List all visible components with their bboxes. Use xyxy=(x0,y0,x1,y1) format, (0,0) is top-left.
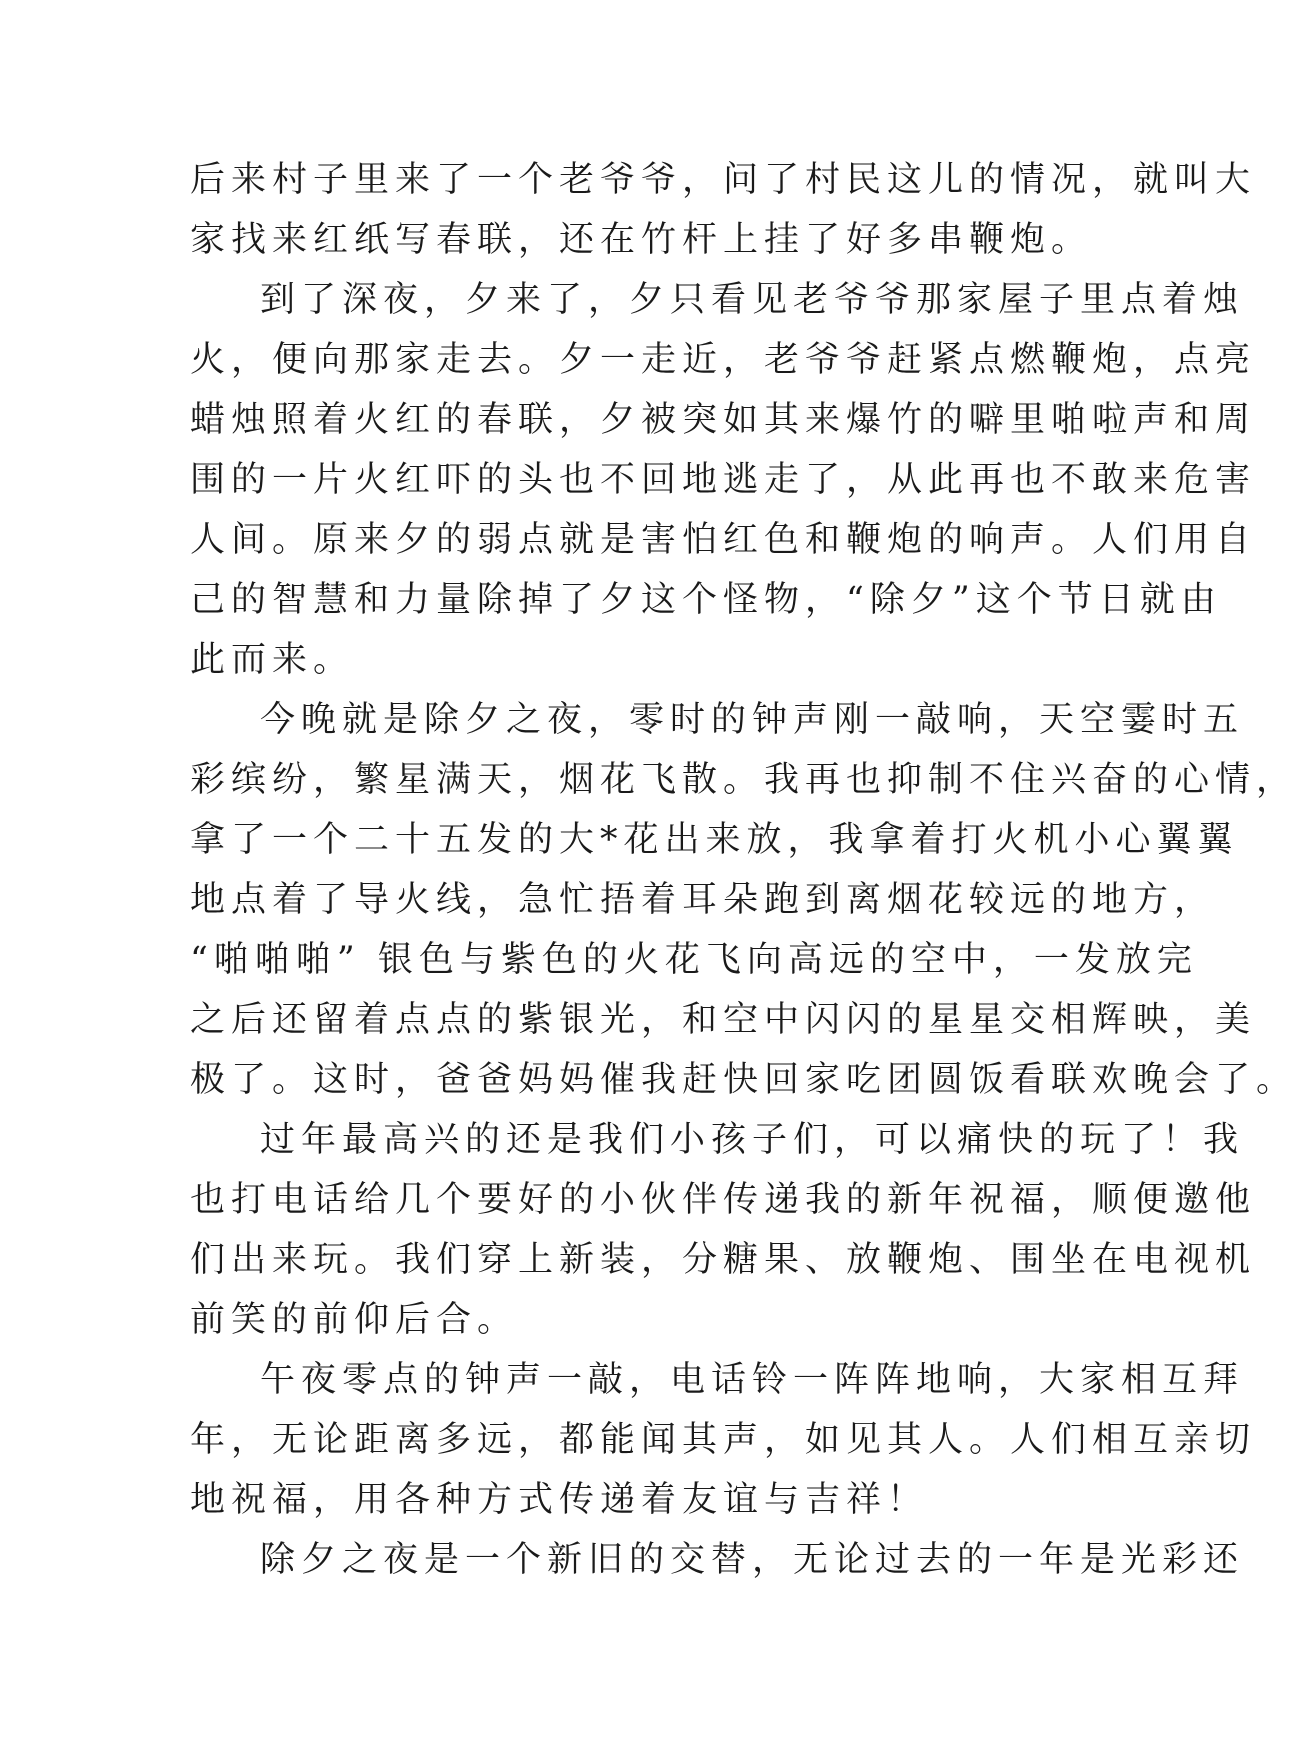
text-line: 也打电话给几个要好的小伙伴传递我的新年祝福，顺便邀他 xyxy=(190,1180,1257,1220)
text-line: 地祝福，用各种方式传递着友谊与吉祥！ xyxy=(190,1480,929,1520)
text-line: 前笑的前仰后合。 xyxy=(190,1300,519,1340)
text-line: 之后还留着点点的紫银光，和空中闪闪的星星交相辉映，美 xyxy=(190,1000,1257,1040)
text-line: 己的智慧和力量除掉了夕这个怪物，“除夕”这个节日就由 xyxy=(190,580,1222,620)
text-line: 蜡烛照着火红的春联，夕被突如其来爆竹的噼里啪啦声和周 xyxy=(190,400,1257,440)
text-line: 今晚就是除夕之夜，零时的钟声刚一敲响，天空霎时五 xyxy=(260,700,1245,740)
text-line: 人间。原来夕的弱点就是害怕红色和鞭炮的响声。人们用自 xyxy=(190,520,1257,560)
text-line: 家找来红纸写春联，还在竹杆上挂了好多串鞭炮。 xyxy=(190,220,1093,260)
text-line: 此而来。 xyxy=(190,640,355,680)
text-line: 极了。这时，爸爸妈妈催我赶快回家吃团圆饭看联欢晚会了。 xyxy=(190,1060,1297,1100)
text-line: 们出来玩。我们穿上新装，分糖果、放鞭炮、围坐在电视机 xyxy=(190,1240,1257,1280)
text-line: 彩缤纷，繁星满天，烟花飞散。我再也抑制不住兴奋的心情， xyxy=(190,760,1297,800)
text-line: 年，无论距离多远，都能闻其声，如见其人。人们相互亲切 xyxy=(190,1420,1257,1460)
text-line: 拿了一个二十五发的大*花出来放，我拿着打火机小心翼翼 xyxy=(190,820,1239,860)
text-line: 到了深夜，夕来了，夕只看见老爷爷那家屋子里点着烛 xyxy=(260,280,1245,320)
text-line: 围的一片火红吓的头也不回地逃走了，从此再也不敢来危害 xyxy=(190,460,1257,500)
text-line: 过年最高兴的还是我们小孩子们，可以痛快的玩了！我 xyxy=(260,1120,1245,1160)
text-line: “啪啪啪” 银色与紫色的火花飞向高远的空中，一发放完 xyxy=(190,940,1198,980)
text-line: 火，便向那家走去。夕一走近，老爷爷赶紧点燃鞭炮，点亮 xyxy=(190,340,1257,380)
text-line: 除夕之夜是一个新旧的交替，无论过去的一年是光彩还 xyxy=(260,1540,1245,1580)
text-line: 地点着了导火线，急忙捂着耳朵跑到离烟花较远的地方， xyxy=(190,880,1216,920)
text-line: 午夜零点的钟声一敲，电话铃一阵阵地响，大家相互拜 xyxy=(260,1360,1245,1400)
text-line: 后来村子里来了一个老爷爷，问了村民这儿的情况，就叫大 xyxy=(190,160,1257,200)
body-text xyxy=(190,150,1297,1590)
